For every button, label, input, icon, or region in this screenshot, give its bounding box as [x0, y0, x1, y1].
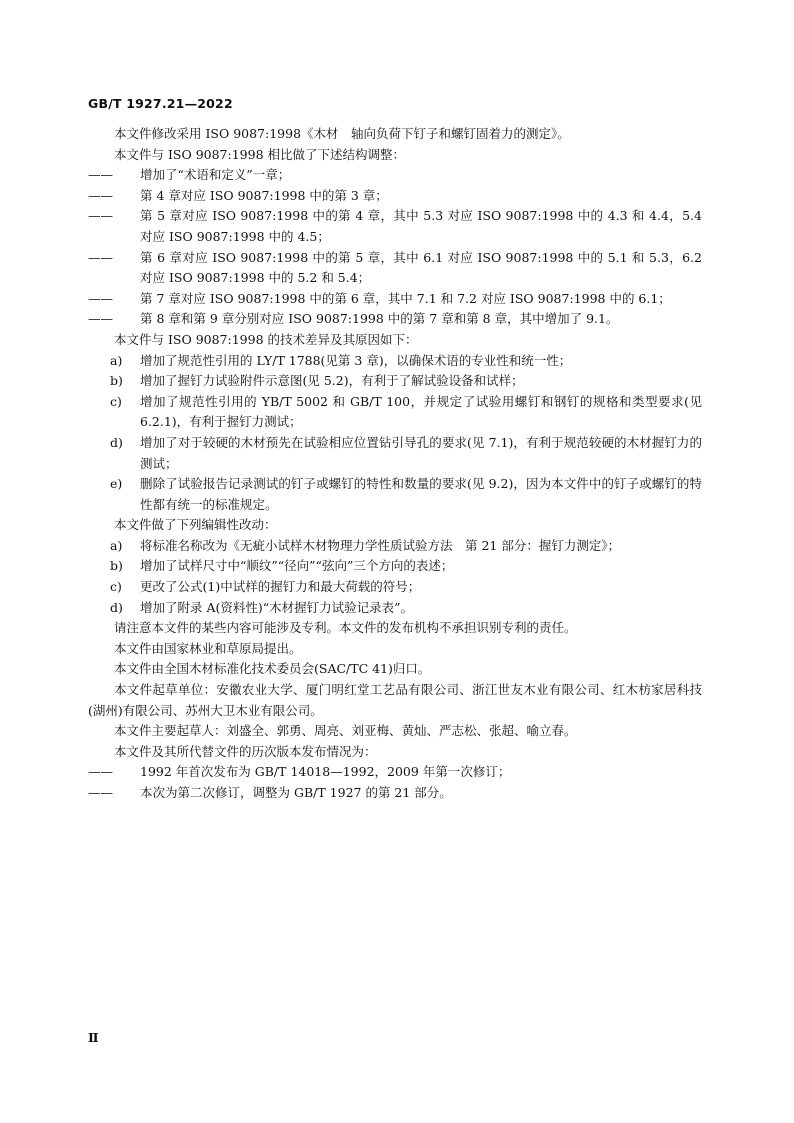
paragraph-proposer: 本文件由国家林业和草原局提出。 [114, 640, 302, 656]
dash-mark: —— [88, 290, 113, 306]
tech-diff-item: e) 删除了试验报告记录测试的钉子或螺钉的特性和数量的要求(见 9.2)，因为本文件中的钉子或螺钉的特性都有统一的标准规定。 [110, 476, 702, 512]
editorial-item: b) 增加了试样尺寸中“顺纹”“径向”“弦向”三个方向的表述； [110, 558, 454, 574]
dash-mark: —— [88, 187, 113, 203]
dash-mark: —— [88, 785, 113, 800]
paragraph-structure-intro: 本文件与 ISO 9087:1998 相比做了下述结构调整： [114, 146, 406, 162]
standard-code: GB/T 1927.21—2022 [88, 96, 233, 111]
paragraph-tech-diff-intro: 本文件与 ISO 9087:1998 的技术差异及其原因如下： [114, 331, 418, 347]
structure-item: —— 第 5 章对应 ISO 9087:1998 中的第 4 章，其中 5.3 对应 ISO 9087:1998 中的 4.3 和 4.4，5.4 对应 ISO 9087:1998 中的 4.5； [88, 206, 702, 247]
paragraph-patent: 请注意本文件的某些内容可能涉及专利。本文件的发布机构不承担识别专利的责任。 [114, 620, 577, 636]
tech-diff-item: b) 增加了握钉力试验附件示意图(见 5.2)，有利于了解试验设备和试样； [110, 373, 524, 389]
dash-mark: —— [88, 764, 113, 780]
editorial-item: c) 更改了公式(1)中试样的握钉力和最大荷载的符号； [110, 579, 421, 595]
structure-item: —— 第 8 章和第 9 章分别对应 ISO 9087:1998 中的第 7 章和第 8 章，其中增加了 9.1。 [88, 309, 702, 330]
dash-mark: —— [88, 311, 113, 327]
tech-diff-item: c) 增加了规范性引用的 YB/T 5002 和 GB/T 100，并规定了试验用螺钉和钢钉的规格和类型要求(见 6.2.1)，有利于握钉力测试； [110, 393, 702, 430]
structure-item: —— 第 4 章对应 ISO 9087:1998 中的第 3 章； [88, 186, 702, 207]
paragraph-drafting-units: 本文件起草单位：安徽农业大学、厦门明红堂工艺品有限公司、浙江世友木业有限公司、红木枋家居科技(湖州)有限公司、苏州大卫木业有限公司。 [88, 682, 702, 718]
dash-mark: —— [88, 208, 113, 224]
dash-mark: —— [88, 167, 113, 183]
paragraph-editorial-intro: 本文件做了下列编辑性改动： [114, 517, 277, 533]
structure-item: —— 第 6 章对应 ISO 9087:1998 中的第 5 章，其中 6.1 对应 ISO 9087:1998 中的 5.1 和 5.3，6.2 对应 ISO 9087:1998 中的 5.2 和 5.4； [88, 248, 702, 289]
editorial-item: d) 增加了附录 A(资料性)“木材握钉力试验记录表”。 [110, 599, 414, 615]
foreword-body [88, 124, 702, 804]
editorial-item: a) 将标准名称改为《无疵小试样木材物理力学性质试验方法 第 21 部分：握钉力测定》； [110, 537, 621, 553]
paragraph-history-intro: 本文件及其所代替文件的历次版本发布情况为： [114, 743, 377, 759]
page-number: Ⅱ [88, 1030, 99, 1045]
tech-diff-item: a) 增加了规范性引用的 LY/T 1788(见第 3 章)，以确保术语的专业性和统一性； [110, 352, 572, 368]
paragraph-committee: 本文件由全国木材标准化技术委员会(SAC/TC 41)归口。 [114, 661, 431, 677]
structure-item: —— 第 7 章对应 ISO 9087:1998 中的第 6 章，其中 7.1 和 7.2 对应 ISO 9087:1998 中的 6.1； [88, 289, 702, 310]
tech-diff-item: d) 增加了对于较硬的木材预先在试验相应位置钻引导孔的要求(见 7.1)，有利于规范较硬的木材握钉力的测试； [110, 434, 702, 471]
dash-mark: —— [88, 249, 113, 265]
history-item: —— 本次为第二次修订，调整为 GB/T 1927 的第 21 部分。 [88, 783, 702, 804]
paragraph-drafters: 本文件主要起草人：刘盛全、郭勇、周亮、刘亚梅、黄灿、严志松、张超、喻立春。 [114, 723, 577, 739]
history-item: —— 1992 年首次发布为 GB/T 14018—1992，2009 年第一次修订； [88, 762, 702, 783]
paragraph-adoption: 本文件修改采用 ISO 9087:1998《木材 轴向负荷下钉子和螺钉固着力的测定》。 [114, 126, 570, 141]
structure-item: —— 增加了“术语和定义”一章； [88, 165, 702, 186]
